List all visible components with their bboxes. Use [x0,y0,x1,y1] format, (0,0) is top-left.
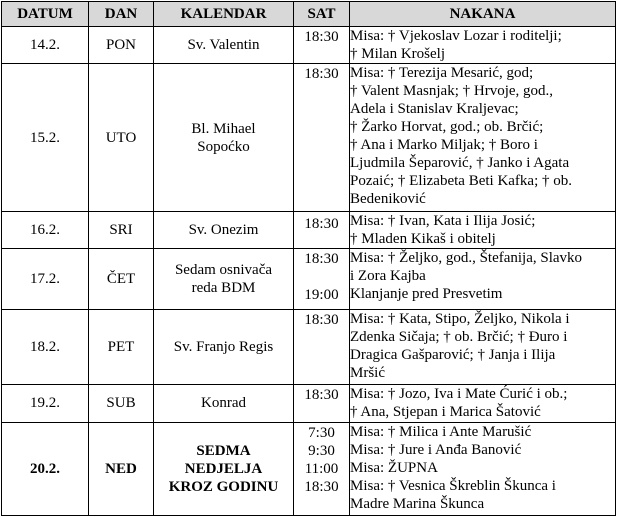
nakana-line: Zdenka Sičaja; † ob. Brčić; † Đuro i [350,328,568,345]
kalendar-cell [154,64,294,212]
nakana-line: Misa: † Željko, god., Štefanija, Slavko [350,250,583,267]
nakana-cell [350,249,616,309]
sat-cell [294,384,350,422]
dan-cell: PON [89,27,154,64]
header-sat: SAT [294,2,350,27]
datum-cell: 16.2. [2,212,89,249]
nakana-cell [350,27,616,64]
nakana-line: † Valent Masnjak; † Hrvoje, god., [350,83,554,100]
time-entry: 19:00 [304,287,339,304]
table-row [2,422,616,515]
nakana-line: Misa: † Vjekoslav Lozar i roditelji; [350,28,562,44]
nakana-line: † Ana, Stjepan i Marica Šatović [350,403,541,420]
kalendar-cell [154,309,294,384]
schedule-table [1,1,616,516]
table-row [2,212,616,249]
datum-cell: 19.2. [2,384,89,422]
nakana-line: Misa: † Terezija Mesarić, god; [350,65,534,82]
sat-cell [294,309,350,384]
kalendar-cell [154,27,294,64]
time-entry: 18:30 [304,478,339,495]
header-nakana: NAKANA [350,2,616,27]
kalendar-line: KROZ GODINU [168,478,279,495]
datum-cell: 17.2. [2,249,89,309]
nakana-line: Misa: † Jozo, Iva i Mate Ćurić i ob.; [350,385,568,402]
datum-cell: 14.2. [2,27,89,64]
kalendar-line: Konrad [201,395,246,412]
kalendar-line: Sv. Valentin [187,37,260,54]
kalendar-line: Sopoćko [197,138,250,155]
table-row [2,309,616,384]
dan-cell: SUB [89,384,154,422]
nakana-cell [350,64,616,212]
table-row [2,249,616,309]
time-entry: 18:30 [304,216,339,233]
time-entry: 9:30 [308,442,335,459]
nakana-line: † Milan Krošelj [350,46,445,62]
nakana-line: Misa: † Kata, Stipo, Željko, Nikola i [350,310,570,327]
header-row [2,2,616,27]
kalendar-line: Sv. Franjo Regis [173,338,274,355]
nakana-line: † Mladen Kikaš i obitelj [350,231,496,248]
kalendar-cell [154,422,294,515]
nakana-line: Mršić [350,364,385,381]
nakana-line: Adela i Stanislav Kraljevac; [350,101,519,118]
datum-cell: 15.2. [2,64,89,212]
datum-cell: 20.2. [2,422,89,515]
time-entry: 7:30 [308,424,335,441]
kalendar-cell [154,384,294,422]
nakana-line: Ljudmila Šeparović, † Janko i Agata [350,155,570,172]
datum-cell: 18.2. [2,309,89,384]
dan-cell: PET [89,309,154,384]
nakana-line: † Žarko Horvat, god.; ob. Brčić; [350,119,544,136]
time-entry: 11:00 [304,460,339,477]
nakana-line: Madre Marina Škunca [350,495,485,512]
time-entry: 18:30 [304,311,339,328]
kalendar-line: Bl. Mihael [191,120,256,137]
nakana-line: Misa: † Milica i Ante Marušić [350,423,532,440]
nakana-line: Misa: † Ivan, Kata i Ilija Josić; [350,213,536,230]
nakana-line: Klanjanje pred Presvetim [350,286,503,303]
sat-cell [294,27,350,64]
nakana-cell [350,422,616,515]
kalendar-cell [154,249,294,309]
kalendar-line: Sv. Onezim [188,222,259,239]
nakana-cell [350,212,616,249]
sat-cell [294,64,350,212]
header-kalendar: KALENDAR [154,2,294,27]
nakana-line: Pozaić; † Elizabeta Beti Kafka; † ob. [350,173,573,190]
nakana-line: Bedeniković [350,191,426,208]
kalendar-cell [154,212,294,249]
time-entry: 18:30 [304,29,339,45]
nakana-line: † Ana i Marko Miljak; † Boro i [350,137,538,154]
kalendar-line: SEDMA [196,442,251,459]
kalendar-line: NEDJELJA [184,460,263,477]
nakana-line: Misa: ŽUPNA [350,459,438,476]
nakana-cell [350,309,616,384]
header-datum: DATUM [2,2,89,27]
dan-cell: ČET [89,249,154,309]
time-entry: 18:30 [304,251,339,268]
table-row [2,64,616,212]
sat-cell [294,249,350,309]
dan-cell: UTO [89,64,154,212]
time-entry: 18:30 [304,66,339,83]
header-dan: DAN [89,2,154,27]
table-row [2,384,616,422]
kalendar-line: Sedam osnivača [174,261,273,278]
sat-cell [294,212,350,249]
kalendar-line: reda BDM [191,279,256,296]
nakana-line: i Zora Kajba [350,268,426,285]
nakana-cell [350,384,616,422]
table-row [2,27,616,64]
dan-cell: NED [89,422,154,515]
sat-cell [294,422,350,515]
nakana-line: Misa: † Vesnica Škreblin Škunca i [350,477,556,494]
dan-cell: SRI [89,212,154,249]
nakana-line: Misa: † Jure i Anđa Banović [350,441,522,458]
time-entry: 18:30 [304,386,339,403]
nakana-line: Dragica Gašparović; † Janja i Ilija [350,346,556,363]
